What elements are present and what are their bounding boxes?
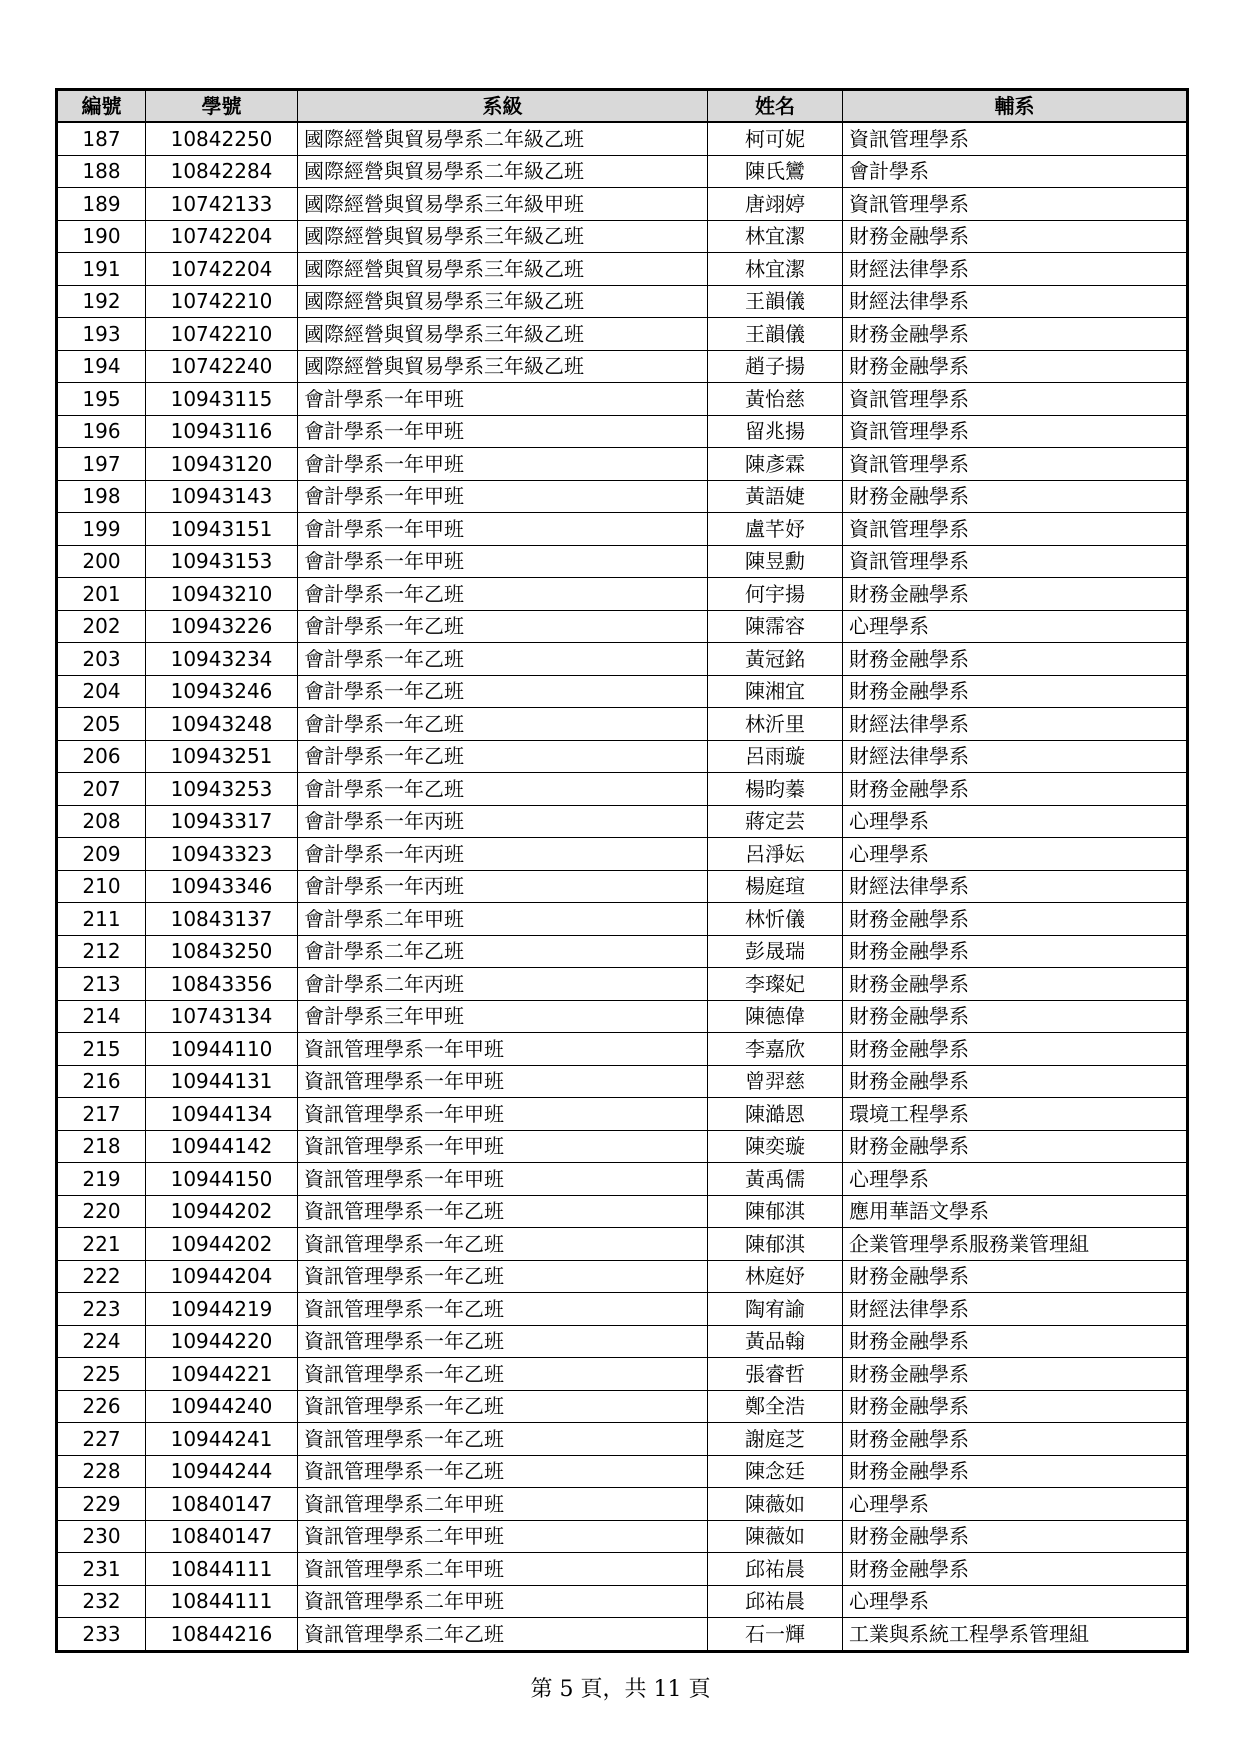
minor-list-table-container [55,88,1186,1653]
name-cell: 蔣定芸 [708,805,843,838]
number-cell: 230 [57,1520,146,1553]
name-cell: 呂雨璇 [708,740,843,773]
department-class-cell: 會計學系一年乙班 [298,610,708,643]
number-cell: 189 [57,188,146,221]
table-row [57,708,1188,741]
minor-cell: 財經法律學系 [843,870,1188,903]
student-id-cell: 10742210 [146,318,298,351]
name-cell: 陳德偉 [708,1000,843,1033]
number-cell: 206 [57,740,146,773]
minor-cell: 財務金融學系 [843,1325,1188,1358]
header-row [57,90,1188,123]
table-row [57,1163,1188,1196]
name-cell: 邱祐晨 [708,1585,843,1618]
number-cell: 219 [57,1163,146,1196]
number-cell: 188 [57,155,146,188]
number-cell: 199 [57,513,146,546]
minor-cell: 財務金融學系 [843,1130,1188,1163]
table-row [57,870,1188,903]
name-cell: 李嘉欣 [708,1033,843,1066]
minor-cell: 財務金融學系 [843,643,1188,676]
student-id-cell: 10944220 [146,1325,298,1358]
name-cell: 盧芊妤 [708,513,843,546]
number-cell: 205 [57,708,146,741]
student-id-cell: 10844216 [146,1618,298,1652]
number-cell: 217 [57,1098,146,1131]
minor-cell: 資訊管理學系 [843,188,1188,221]
minor-cell: 財務金融學系 [843,1390,1188,1423]
number-cell: 220 [57,1195,146,1228]
number-cell: 214 [57,1000,146,1033]
number-cell: 204 [57,675,146,708]
table-row [57,1098,1188,1131]
department-class-cell: 資訊管理學系一年甲班 [298,1065,708,1098]
name-cell: 陳薇如 [708,1520,843,1553]
number-cell: 231 [57,1553,146,1586]
student-id-cell: 10943226 [146,610,298,643]
minor-cell: 財務金融學系 [843,935,1188,968]
minor-cell: 財務金融學系 [843,318,1188,351]
student-id-cell: 10943253 [146,773,298,806]
table-row [57,155,1188,188]
minor-cell: 財務金融學系 [843,773,1188,806]
student-id-cell: 10943246 [146,675,298,708]
department-class-cell: 資訊管理學系一年甲班 [298,1163,708,1196]
minor-cell: 心理學系 [843,1163,1188,1196]
table-row [57,610,1188,643]
number-cell: 228 [57,1455,146,1488]
table-row [57,415,1188,448]
table-row [57,838,1188,871]
header-number: 編號 [57,90,146,123]
table-row [57,1130,1188,1163]
number-cell: 223 [57,1293,146,1326]
department-class-cell: 會計學系一年乙班 [298,643,708,676]
number-cell: 190 [57,220,146,253]
department-class-cell: 會計學系一年乙班 [298,675,708,708]
table-body [57,122,1188,1651]
table-row [57,1585,1188,1618]
name-cell: 陳澔恩 [708,1098,843,1131]
header-minor: 輔系 [843,90,1188,123]
minor-cell: 財務金融學系 [843,1065,1188,1098]
department-class-cell: 資訊管理學系二年甲班 [298,1488,708,1521]
name-cell: 李璨妃 [708,968,843,1001]
department-class-cell: 資訊管理學系一年甲班 [298,1098,708,1131]
table-row [57,1325,1188,1358]
name-cell: 陳郁淇 [708,1195,843,1228]
student-id-cell: 10742210 [146,285,298,318]
student-id-cell: 10944221 [146,1358,298,1391]
student-id-cell: 10943120 [146,448,298,481]
student-id-cell: 10943234 [146,643,298,676]
number-cell: 200 [57,545,146,578]
department-class-cell: 國際經營與貿易學系三年級乙班 [298,220,708,253]
number-cell: 207 [57,773,146,806]
table-row [57,513,1188,546]
student-id-cell: 10844111 [146,1553,298,1586]
department-class-cell: 會計學系一年乙班 [298,773,708,806]
minor-cell: 財務金融學系 [843,1260,1188,1293]
name-cell: 林宜潔 [708,220,843,253]
number-cell: 209 [57,838,146,871]
department-class-cell: 會計學系一年丙班 [298,805,708,838]
minor-cell: 資訊管理學系 [843,383,1188,416]
table-row [57,220,1188,253]
department-class-cell: 會計學系一年丙班 [298,838,708,871]
table-row [57,1455,1188,1488]
minor-cell: 資訊管理學系 [843,448,1188,481]
table-row [57,643,1188,676]
department-class-cell: 會計學系一年丙班 [298,870,708,903]
minor-cell: 工業與系統工程學系管理組 [843,1618,1188,1652]
student-id-cell: 10742204 [146,220,298,253]
department-class-cell: 資訊管理學系一年乙班 [298,1195,708,1228]
department-class-cell: 國際經營與貿易學系三年級乙班 [298,253,708,286]
name-cell: 唐翊婷 [708,188,843,221]
table-row [57,1390,1188,1423]
student-id-cell: 10843137 [146,903,298,936]
minor-cell: 會計學系 [843,155,1188,188]
number-cell: 187 [57,122,146,155]
number-cell: 208 [57,805,146,838]
number-cell: 213 [57,968,146,1001]
student-id-cell: 10842284 [146,155,298,188]
table-row [57,1195,1188,1228]
minor-cell: 資訊管理學系 [843,513,1188,546]
department-class-cell: 會計學系一年甲班 [298,513,708,546]
name-cell: 林沂里 [708,708,843,741]
name-cell: 趙子揚 [708,350,843,383]
number-cell: 196 [57,415,146,448]
number-cell: 227 [57,1423,146,1456]
minor-cell: 財務金融學系 [843,1423,1188,1456]
number-cell: 226 [57,1390,146,1423]
minor-cell: 資訊管理學系 [843,415,1188,448]
student-id-cell: 10944150 [146,1163,298,1196]
name-cell: 陳昱勳 [708,545,843,578]
minor-cell: 環境工程學系 [843,1098,1188,1131]
minor-cell: 財務金融學系 [843,1358,1188,1391]
minor-list-table [55,88,1189,1653]
name-cell: 何宇揚 [708,578,843,611]
number-cell: 198 [57,480,146,513]
number-cell: 218 [57,1130,146,1163]
minor-cell: 心理學系 [843,1488,1188,1521]
minor-cell: 財務金融學系 [843,578,1188,611]
number-cell: 202 [57,610,146,643]
department-class-cell: 資訊管理學系二年甲班 [298,1585,708,1618]
table-row [57,545,1188,578]
minor-cell: 財經法律學系 [843,285,1188,318]
department-class-cell: 資訊管理學系二年乙班 [298,1618,708,1652]
minor-cell: 心理學系 [843,1585,1188,1618]
minor-cell: 應用華語文學系 [843,1195,1188,1228]
student-id-cell: 10943143 [146,480,298,513]
department-class-cell: 會計學系一年甲班 [298,415,708,448]
name-cell: 陳郁淇 [708,1228,843,1261]
minor-cell: 財務金融學系 [843,1033,1188,1066]
minor-cell: 財務金融學系 [843,903,1188,936]
number-cell: 210 [57,870,146,903]
table-row [57,935,1188,968]
page-number: 第 5 頁，共 11 頁 [530,1677,711,1702]
department-class-cell: 國際經營與貿易學系二年級乙班 [298,155,708,188]
name-cell: 曾羿慈 [708,1065,843,1098]
student-id-cell: 10844111 [146,1585,298,1618]
student-id-cell: 10843356 [146,968,298,1001]
department-class-cell: 資訊管理學系一年乙班 [298,1293,708,1326]
table-row [57,805,1188,838]
minor-cell: 心理學系 [843,805,1188,838]
department-class-cell: 國際經營與貿易學系三年級乙班 [298,350,708,383]
student-id-cell: 10944202 [146,1228,298,1261]
table-row [57,1520,1188,1553]
student-id-cell: 10743134 [146,1000,298,1033]
department-class-cell: 國際經營與貿易學系三年級乙班 [298,318,708,351]
department-class-cell: 會計學系一年甲班 [298,545,708,578]
table-row [57,1488,1188,1521]
name-cell: 王韻儀 [708,285,843,318]
name-cell: 陶宥諭 [708,1293,843,1326]
student-id-cell: 10943115 [146,383,298,416]
student-id-cell: 10944241 [146,1423,298,1456]
table-row [57,383,1188,416]
table-row [57,1293,1188,1326]
table-row [57,253,1188,286]
minor-cell: 財經法律學系 [843,1293,1188,1326]
minor-cell: 心理學系 [843,610,1188,643]
name-cell: 陳霈容 [708,610,843,643]
name-cell: 楊庭瑄 [708,870,843,903]
name-cell: 石一輝 [708,1618,843,1652]
name-cell: 謝庭芝 [708,1423,843,1456]
table-row [57,1618,1188,1652]
student-id-cell: 10943346 [146,870,298,903]
number-cell: 215 [57,1033,146,1066]
number-cell: 224 [57,1325,146,1358]
table-row [57,480,1188,513]
department-class-cell: 國際經營與貿易學系三年級乙班 [298,285,708,318]
number-cell: 195 [57,383,146,416]
department-class-cell: 資訊管理學系一年乙班 [298,1325,708,1358]
department-class-cell: 資訊管理學系二年甲班 [298,1553,708,1586]
student-id-cell: 10944219 [146,1293,298,1326]
table-row [57,968,1188,1001]
name-cell: 陳薇如 [708,1488,843,1521]
student-id-cell: 10944134 [146,1098,298,1131]
name-cell: 林宜潔 [708,253,843,286]
minor-cell: 財經法律學系 [843,253,1188,286]
table-row [57,773,1188,806]
minor-cell: 財務金融學系 [843,220,1188,253]
number-cell: 233 [57,1618,146,1652]
table-row [57,1260,1188,1293]
name-cell: 楊昀蓁 [708,773,843,806]
name-cell: 陳氏鸞 [708,155,843,188]
department-class-cell: 資訊管理學系一年乙班 [298,1260,708,1293]
name-cell: 黃冠銘 [708,643,843,676]
table-row [57,1228,1188,1261]
name-cell: 陳念廷 [708,1455,843,1488]
minor-cell: 財務金融學系 [843,350,1188,383]
number-cell: 194 [57,350,146,383]
header-department-class: 系級 [298,90,708,123]
table-row [57,1358,1188,1391]
number-cell: 201 [57,578,146,611]
student-id-cell: 10944244 [146,1455,298,1488]
number-cell: 216 [57,1065,146,1098]
name-cell: 陳彥霖 [708,448,843,481]
student-id-cell: 10943317 [146,805,298,838]
number-cell: 197 [57,448,146,481]
department-class-cell: 資訊管理學系一年乙班 [298,1228,708,1261]
minor-cell: 企業管理學系服務業管理組 [843,1228,1188,1261]
minor-cell: 資訊管理學系 [843,545,1188,578]
minor-cell: 財務金融學系 [843,675,1188,708]
number-cell: 192 [57,285,146,318]
department-class-cell: 會計學系二年甲班 [298,903,708,936]
department-class-cell: 會計學系二年丙班 [298,968,708,1001]
number-cell: 225 [57,1358,146,1391]
table-row [57,1065,1188,1098]
student-id-cell: 10842250 [146,122,298,155]
name-cell: 留兆揚 [708,415,843,448]
table-row [57,1553,1188,1586]
name-cell: 王韻儀 [708,318,843,351]
department-class-cell: 會計學系二年乙班 [298,935,708,968]
name-cell: 鄭全浩 [708,1390,843,1423]
name-cell: 張睿哲 [708,1358,843,1391]
student-id-cell: 10840147 [146,1520,298,1553]
name-cell: 林忻儀 [708,903,843,936]
minor-cell: 財務金融學系 [843,480,1188,513]
minor-cell: 心理學系 [843,838,1188,871]
student-id-cell: 10943153 [146,545,298,578]
student-id-cell: 10742204 [146,253,298,286]
table-row [57,188,1188,221]
name-cell: 陳湘宜 [708,675,843,708]
student-id-cell: 10840147 [146,1488,298,1521]
department-class-cell: 資訊管理學系一年甲班 [298,1130,708,1163]
table-row [57,675,1188,708]
name-cell: 呂淨妘 [708,838,843,871]
student-id-cell: 10944202 [146,1195,298,1228]
department-class-cell: 資訊管理學系一年乙班 [298,1390,708,1423]
name-cell: 黃語婕 [708,480,843,513]
table-row [57,318,1188,351]
department-class-cell: 資訊管理學系一年乙班 [298,1358,708,1391]
department-class-cell: 資訊管理學系一年乙班 [298,1455,708,1488]
header-student-id: 學號 [146,90,298,123]
number-cell: 221 [57,1228,146,1261]
number-cell: 203 [57,643,146,676]
number-cell: 222 [57,1260,146,1293]
number-cell: 191 [57,253,146,286]
table-row [57,350,1188,383]
student-id-cell: 10742133 [146,188,298,221]
minor-cell: 財務金融學系 [843,1455,1188,1488]
table-row [57,740,1188,773]
table-row [57,122,1188,155]
student-id-cell: 10742240 [146,350,298,383]
department-class-cell: 國際經營與貿易學系三年級甲班 [298,188,708,221]
table-row [57,1423,1188,1456]
department-class-cell: 會計學系一年乙班 [298,740,708,773]
name-cell: 黃怡慈 [708,383,843,416]
department-class-cell: 國際經營與貿易學系二年級乙班 [298,122,708,155]
number-cell: 232 [57,1585,146,1618]
number-cell: 211 [57,903,146,936]
table-row [57,1033,1188,1066]
number-cell: 229 [57,1488,146,1521]
minor-cell: 資訊管理學系 [843,122,1188,155]
name-cell: 彭晟瑞 [708,935,843,968]
table-row [57,285,1188,318]
name-cell: 林庭妤 [708,1260,843,1293]
student-id-cell: 10944204 [146,1260,298,1293]
student-id-cell: 10943210 [146,578,298,611]
name-cell: 黃品翰 [708,1325,843,1358]
number-cell: 193 [57,318,146,351]
table-header [57,90,1188,123]
student-id-cell: 10944142 [146,1130,298,1163]
name-cell: 邱祐晨 [708,1553,843,1586]
department-class-cell: 資訊管理學系二年甲班 [298,1520,708,1553]
student-id-cell: 10943251 [146,740,298,773]
number-cell: 212 [57,935,146,968]
table-row [57,448,1188,481]
name-cell: 陳奕璇 [708,1130,843,1163]
minor-cell: 財務金融學系 [843,1553,1188,1586]
student-id-cell: 10944240 [146,1390,298,1423]
student-id-cell: 10944131 [146,1065,298,1098]
department-class-cell: 資訊管理學系一年甲班 [298,1033,708,1066]
minor-cell: 財經法律學系 [843,740,1188,773]
student-id-cell: 10943151 [146,513,298,546]
minor-cell: 財務金融學系 [843,1000,1188,1033]
minor-cell: 財務金融學系 [843,968,1188,1001]
student-id-cell: 10843250 [146,935,298,968]
department-class-cell: 會計學系三年甲班 [298,1000,708,1033]
minor-cell: 財經法律學系 [843,708,1188,741]
department-class-cell: 會計學系一年乙班 [298,708,708,741]
department-class-cell: 會計學系一年甲班 [298,448,708,481]
minor-cell: 財務金融學系 [843,1520,1188,1553]
table-row [57,1000,1188,1033]
header-name: 姓名 [708,90,843,123]
student-id-cell: 10944110 [146,1033,298,1066]
name-cell: 柯可妮 [708,122,843,155]
table-row [57,903,1188,936]
department-class-cell: 會計學系一年甲班 [298,480,708,513]
department-class-cell: 會計學系一年乙班 [298,578,708,611]
student-id-cell: 10943248 [146,708,298,741]
department-class-cell: 資訊管理學系一年乙班 [298,1423,708,1456]
student-id-cell: 10943323 [146,838,298,871]
table-row [57,578,1188,611]
student-id-cell: 10943116 [146,415,298,448]
department-class-cell: 會計學系一年甲班 [298,383,708,416]
name-cell: 黃禹儒 [708,1163,843,1196]
